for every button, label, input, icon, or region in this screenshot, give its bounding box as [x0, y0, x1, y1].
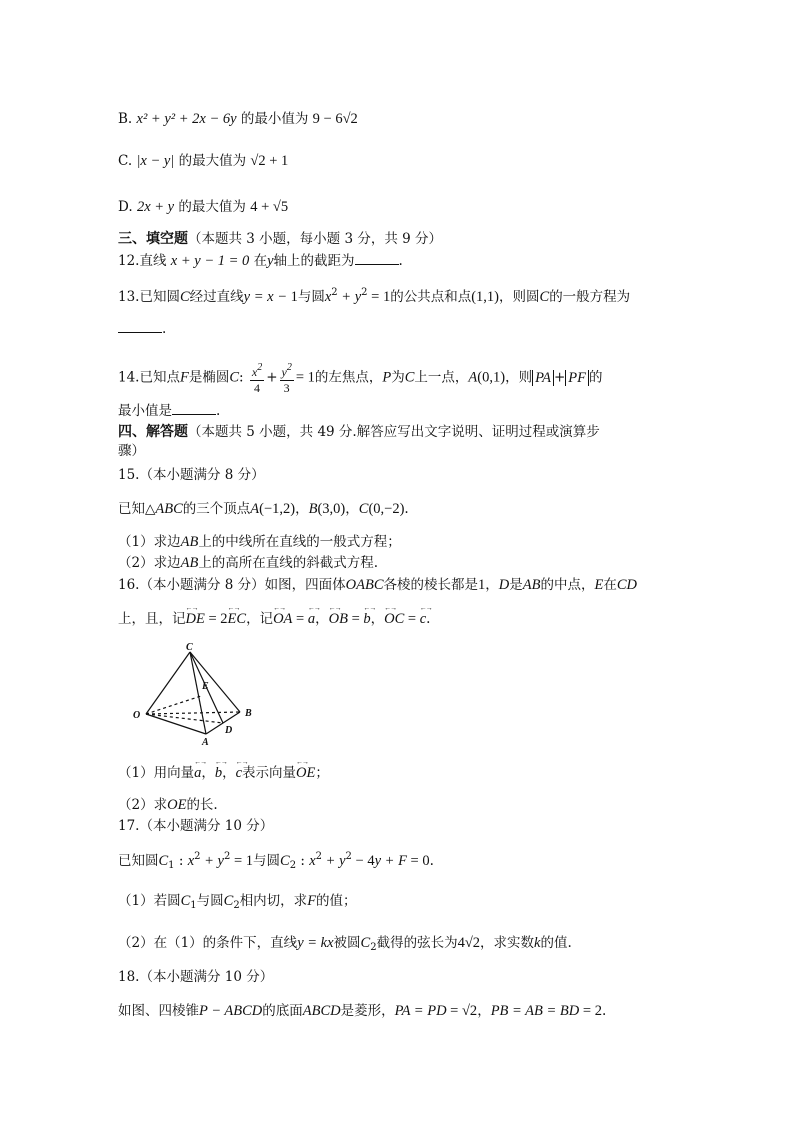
text: 的长. [186, 797, 218, 813]
question-head: 18.（本小题满分 10 分） [118, 969, 274, 985]
math-expr: |x − y| [136, 153, 175, 169]
tetrahedron-figure [126, 642, 266, 747]
text: 是菱形， [340, 1003, 395, 1019]
text: 已知点 [139, 369, 180, 386]
text: 是椭圆 [188, 369, 230, 386]
text: 直线 [139, 253, 167, 269]
text: 上的中线所在直线的一般式方程； [198, 534, 401, 550]
label-o: O [133, 710, 141, 721]
question-18-head [118, 968, 273, 986]
option-value: 9 − 6√2 [312, 111, 358, 127]
question-15-part1: （1）求边AB上的中线所在直线的一般式方程； [118, 534, 401, 550]
text: 的值； [316, 893, 357, 909]
text: 如图、四棱锥 [118, 1003, 199, 1019]
option-c [118, 152, 288, 170]
option-text: 的最小值为 [240, 111, 309, 127]
question-head: 17.（本小题满分 10 分） [118, 818, 274, 834]
text: （2）求边 [118, 555, 181, 571]
edge-ca [190, 652, 206, 734]
question-16-cont: 上，且，记←→ DE = 2←→ EC，记←→ OA = ←→ a，←→ OB = ←→ b，←→ OC = ←→ c. [118, 610, 430, 628]
text: ，求实数 [480, 935, 535, 951]
text: 已知圆 [139, 289, 180, 305]
label-e: E [202, 681, 209, 692]
fraction: $\frac{x^2}{4}$ [251, 362, 263, 395]
edge-cb [190, 652, 240, 712]
question-12: 12.直线 x + y − 1 = 0 在y轴上的截距为 . [118, 253, 403, 269]
question-17: 已知圆$C_1$ : $x^2 + y^2 = 1$与圆$C_2$ : $x^2 + y^2 - 4y + F = 0$. [118, 851, 434, 871]
text: 的值. [540, 935, 572, 951]
option-text: 的最大值为 [178, 199, 246, 215]
text: 轴上的截距为 [273, 253, 355, 269]
label-b: B [245, 708, 252, 719]
text: 已知△ [118, 501, 156, 517]
label-d: D [225, 725, 233, 736]
question-13: 13.已知圆C经过直线y = x − 1与圆$x^2 + y^2 = 1$的公共点和点(1,1)，则圆C的一般方程为 [118, 287, 631, 305]
text: 已知圆 [118, 853, 159, 869]
text: 的底面 [262, 1003, 303, 1019]
answer-blank[interactable] [118, 320, 162, 333]
text: 的左焦点， [314, 369, 383, 386]
question-15-part2: （2）求边AB上的高所在直线的斜截式方程. [118, 555, 379, 571]
question-17-part2: （2）在（1）的条件下，直线y = kx被圆$C_2$截得的弦长为4√2，求实数k的值. [118, 935, 572, 953]
text: 的 [588, 369, 603, 386]
text: 与圆 [253, 853, 281, 869]
text: ，则圆 [499, 289, 540, 305]
question-14: 14.已知点F是椭圆C: $\frac{x^2}{4}$ + $\frac{y^2}{3}$ = 1的左焦点，P为C上一点，A(0,1)，则 PA + PF 的 [118, 362, 603, 395]
text: 为 [391, 369, 405, 386]
question-13-blank: . [118, 320, 166, 338]
section-title: 三、填空题 [118, 231, 188, 247]
math-expr: x + y − 1 = 0 [170, 253, 250, 269]
fraction: $\frac{y^2}{3}$ [281, 362, 292, 395]
text: 经过直线 [189, 289, 244, 305]
text: 的一般方程为 [549, 289, 631, 305]
question-16: 16.（本小题满分 8 分）如图，四面体OABC各棱的棱长都是1，D是AB的中点，E在CD [118, 577, 637, 593]
edge-co [146, 652, 190, 714]
text: （2）求 [118, 797, 168, 813]
text: ，则 [505, 369, 533, 386]
text: 上一点， [414, 369, 469, 386]
option-label: C. [118, 153, 133, 169]
text: （2）在（1）的条件下，直线 [118, 935, 298, 951]
text: （1）若圆 [118, 893, 181, 909]
option-d [118, 198, 288, 216]
text: 上的高所在直线的斜截式方程. [198, 555, 379, 571]
text: 上，且 [118, 611, 159, 627]
question-number: 14. [118, 369, 140, 386]
edge-od-hidden [146, 714, 223, 723]
text: 相内切，求 [239, 893, 308, 909]
option-value: √2 + 1 [250, 153, 289, 169]
section-note: （本题共 5 小题，共 49 分.解答应写出文字说明、证明过程或演算步 [188, 424, 600, 440]
text: 与圆 [196, 893, 224, 909]
answer-blank[interactable] [355, 252, 399, 265]
text: 的中点， [540, 577, 595, 593]
option-label: D. [118, 199, 133, 215]
question-17-part1: （1）若圆$C_1$与圆$C_2$相内切，求F的值； [118, 893, 357, 911]
text: 是 [509, 577, 523, 593]
text: 各棱的棱长都是 [383, 577, 479, 593]
math-expr: 2x + y [136, 199, 175, 215]
option-b [118, 110, 358, 128]
answer-blank[interactable] [172, 402, 216, 415]
section-heading [118, 423, 600, 441]
option-text: 的最大值为 [178, 153, 247, 169]
section-title: 四、解答题 [118, 424, 188, 440]
question-15: 已知△ABC的三个顶点A(−1,2)，B(3,0)，C(0,−2). [118, 501, 409, 517]
edge-oe-hidden [146, 696, 201, 714]
option-label: B. [118, 111, 133, 127]
label-a: A [202, 737, 209, 747]
text: 被圆 [333, 935, 361, 951]
section-heading [118, 230, 442, 248]
question-head: 16.（本小题满分 8 分）如图，四面体 [118, 577, 346, 593]
section-note: 骤） [118, 443, 145, 459]
text: （1）用向量 [118, 765, 195, 781]
text: 表示向量 [242, 765, 297, 781]
question-number: 13. [118, 289, 140, 305]
question-18: 如图、四棱锥P − ABCD的底面ABCD是菱形，PA = PD = √2，PB = AB = BD = 2. [118, 1003, 607, 1019]
question-16-part2: （2）求OE的长. [118, 797, 218, 813]
option-value: 4 + √5 [250, 199, 289, 215]
text: 的公共点和点 [390, 289, 472, 305]
label-c: C [186, 642, 193, 653]
question-head: 15.（本小题满分 8 分） [118, 467, 265, 483]
section-note: （本题共 3 小题，每小题 3 分，共 9 分） [188, 231, 443, 247]
question-16-part1: （1）用向量←→ a，←→ b，←→ c表示向量←→ OE； [118, 764, 329, 782]
text: ，记 [158, 611, 186, 627]
text: 的三个顶点 [182, 501, 251, 517]
section-heading-cont [118, 442, 145, 460]
question-14-cont: 最小值是 . [118, 403, 221, 419]
question-15-head [118, 466, 265, 484]
text: 最小值是 [118, 403, 172, 419]
text: （1）求边 [118, 534, 181, 550]
question-number: 12. [118, 253, 140, 269]
text: 在 [253, 253, 268, 269]
question-17-head [118, 817, 273, 835]
text: 截得的弦长为 [376, 935, 458, 951]
text: 在 [603, 577, 617, 593]
text: 与圆 [297, 289, 325, 305]
edge-ob-hidden [146, 712, 240, 714]
math-expr: x² + y² + 2x − 6y [136, 111, 237, 127]
